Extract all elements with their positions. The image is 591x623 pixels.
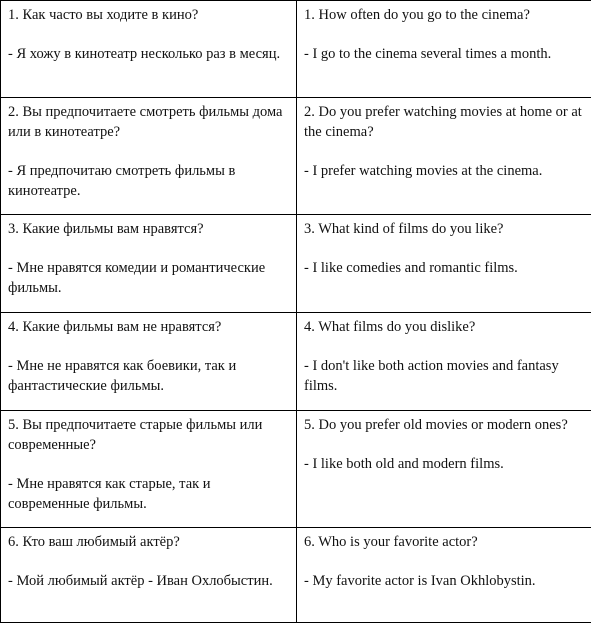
russian-cell xyxy=(1,1,297,98)
english-cell xyxy=(297,215,591,313)
russian-answer: - Мне не нравятся как боевики, так и фантастические фильмы. xyxy=(8,356,290,396)
english-answer: - I go to the cinema several times a month. xyxy=(304,44,585,64)
russian-answer: - Я хожу в кинотеатр несколько раз в месяц. xyxy=(8,44,290,64)
english-answer: - I like comedies and romantic films. xyxy=(304,258,585,278)
english-answer: - I prefer watching movies at the cinema. xyxy=(304,161,585,181)
russian-question: 6. Кто ваш любимый актёр? xyxy=(8,532,290,552)
table-row xyxy=(1,313,591,411)
russian-cell xyxy=(1,98,297,215)
english-question: 4. What films do you dislike? xyxy=(304,317,585,337)
table-row xyxy=(1,215,591,313)
russian-cell xyxy=(1,528,297,623)
english-question: 5. Do you prefer old movies or modern ones? xyxy=(304,415,585,435)
table-row xyxy=(1,98,591,215)
english-question: 2. Do you prefer watching movies at home or at the cinema? xyxy=(304,102,585,142)
russian-question: 3. Какие фильмы вам нравятся? xyxy=(8,219,290,239)
russian-question: 4. Какие фильмы вам не нравятся? xyxy=(8,317,290,337)
russian-question: 5. Вы предпочитаете старые фильмы или современные? xyxy=(8,415,290,455)
english-cell xyxy=(297,313,591,411)
russian-answer: - Мне нравятся комедии и романтические фильмы. xyxy=(8,258,290,298)
english-cell xyxy=(297,1,591,98)
russian-cell xyxy=(1,215,297,313)
english-cell xyxy=(297,528,591,623)
english-answer: - My favorite actor is Ivan Okhlobystin. xyxy=(304,571,585,591)
english-answer: - I don't like both action movies and fantasy films. xyxy=(304,356,585,396)
english-question: 1. How often do you go to the cinema? xyxy=(304,5,585,25)
table-row xyxy=(1,1,591,98)
russian-cell xyxy=(1,411,297,528)
russian-question: 2. Вы предпочитаете смотреть фильмы дома или в кинотеатре? xyxy=(8,102,290,142)
table-row xyxy=(1,528,591,623)
russian-answer: - Мне нравятся как старые, так и современные фильмы. xyxy=(8,474,290,514)
russian-question: 1. Как часто вы ходите в кино? xyxy=(8,5,290,25)
english-cell xyxy=(297,98,591,215)
english-answer: - I like both old and modern films. xyxy=(304,454,585,474)
english-cell xyxy=(297,411,591,528)
russian-cell xyxy=(1,313,297,411)
russian-answer: - Мой любимый актёр - Иван Охлобыстин. xyxy=(8,571,290,591)
table-row xyxy=(1,411,591,528)
russian-answer: - Я предпочитаю смотреть фильмы в кинотеатре. xyxy=(8,161,290,201)
english-question: 6. Who is your favorite actor? xyxy=(304,532,585,552)
english-question: 3. What kind of films do you like? xyxy=(304,219,585,239)
